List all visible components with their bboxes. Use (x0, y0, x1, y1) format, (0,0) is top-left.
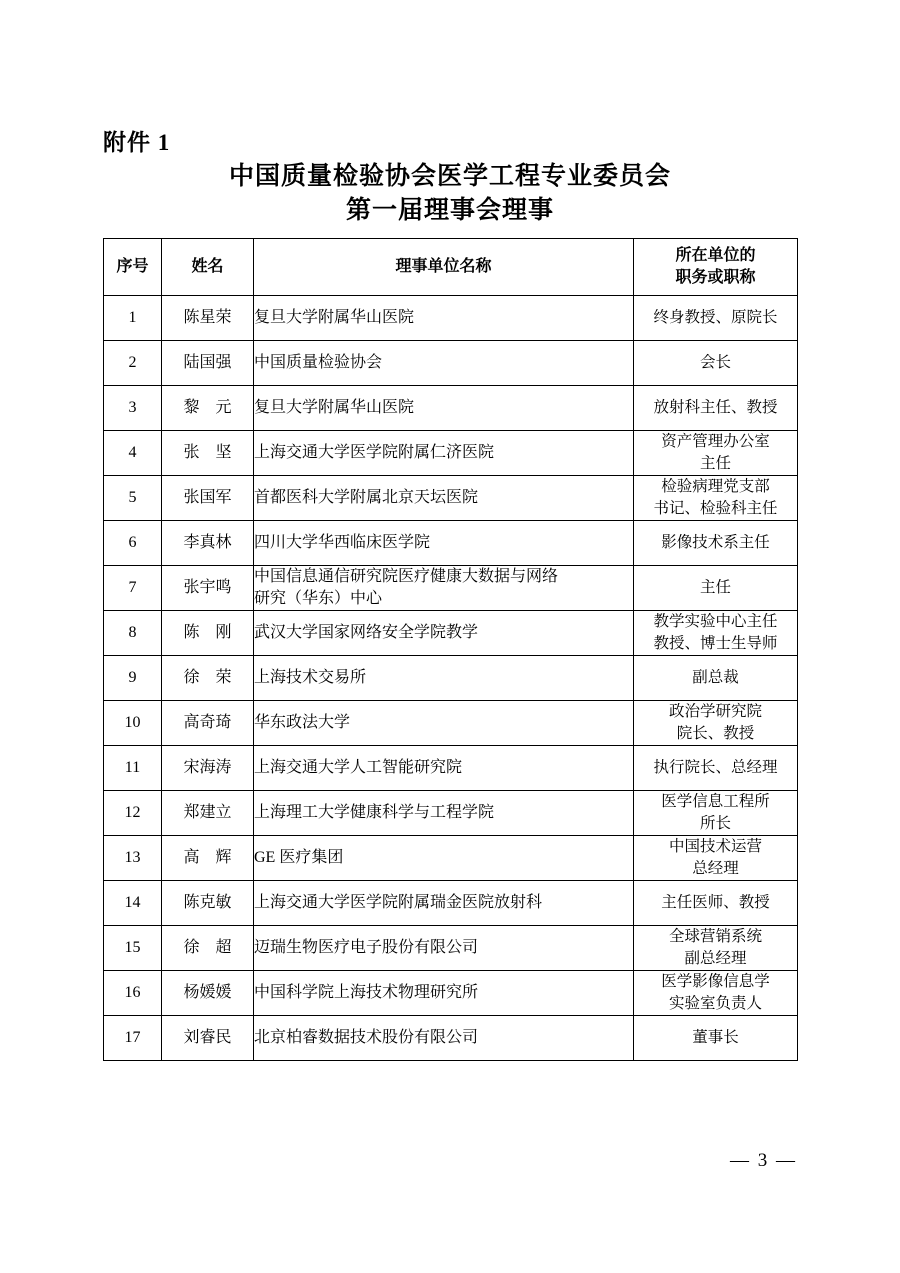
table-row (104, 656, 798, 701)
cell-name: 黎 元 (162, 386, 254, 431)
cell-seq: 3 (104, 386, 162, 431)
cell-seq: 8 (104, 611, 162, 656)
column-header-title-line2: 职务或职称 (675, 269, 756, 286)
cell-name: 徐 超 (162, 926, 254, 971)
cell-org: 中国质量检验协会 (254, 341, 634, 386)
cell-name: 宋海涛 (162, 746, 254, 791)
cell-title: 放射科主任、教授 (634, 386, 798, 431)
cell-name: 李真林 (162, 521, 254, 566)
cell-seq: 14 (104, 881, 162, 926)
cell-name: 陈星荣 (162, 296, 254, 341)
cell-name: 徐 荣 (162, 656, 254, 701)
cell-name: 张国军 (162, 476, 254, 521)
cell-org: 中国信息通信研究院医疗健康大数据与网络 研究（华东）中心 (254, 566, 634, 611)
cell-title: 医学影像信息学 实验室负责人 (634, 971, 798, 1016)
cell-name: 陆国强 (162, 341, 254, 386)
cell-org: 上海技术交易所 (254, 656, 634, 701)
cell-seq: 10 (104, 701, 162, 746)
cell-org: GE 医疗集团 (254, 836, 634, 881)
cell-name: 张宇鸣 (162, 566, 254, 611)
table-row (104, 746, 798, 791)
cell-title: 检验病理党支部 书记、检验科主任 (634, 476, 798, 521)
cell-name: 高奇琦 (162, 701, 254, 746)
cell-title: 执行院长、总经理 (634, 746, 798, 791)
cell-org: 上海理工大学健康科学与工程学院 (254, 791, 634, 836)
column-header-org: 理事单位名称 (254, 239, 634, 296)
cell-org: 华东政法大学 (254, 701, 634, 746)
cell-org: 复旦大学附属华山医院 (254, 296, 634, 341)
table-row (104, 341, 798, 386)
cell-seq: 15 (104, 926, 162, 971)
attachment-label: 附件 1 (103, 130, 171, 155)
cell-seq: 4 (104, 431, 162, 476)
cell-title: 教学实验中心主任 教授、博士生导师 (634, 611, 798, 656)
table-row (104, 476, 798, 521)
cell-org: 上海交通大学医学院附属仁济医院 (254, 431, 634, 476)
cell-org: 武汉大学国家网络安全学院教学 (254, 611, 634, 656)
cell-org: 上海交通大学人工智能研究院 (254, 746, 634, 791)
cell-org: 复旦大学附属华山医院 (254, 386, 634, 431)
cell-title: 副总裁 (634, 656, 798, 701)
directors-table (103, 238, 798, 1061)
column-header-seq: 序号 (104, 239, 162, 296)
cell-seq: 1 (104, 296, 162, 341)
table-row (104, 881, 798, 926)
cell-name: 杨媛媛 (162, 971, 254, 1016)
cell-title: 资产管理办公室 主任 (634, 431, 798, 476)
column-header-name: 姓名 (162, 239, 254, 296)
table-row (104, 296, 798, 341)
table-row (104, 926, 798, 971)
cell-title: 主任 (634, 566, 798, 611)
column-header-title (634, 239, 798, 296)
cell-name: 郑建立 (162, 791, 254, 836)
cell-title: 会长 (634, 341, 798, 386)
cell-title: 中国技术运营 总经理 (634, 836, 798, 881)
cell-seq: 2 (104, 341, 162, 386)
cell-title: 政治学研究院 院长、教授 (634, 701, 798, 746)
cell-org: 四川大学华西临床医学院 (254, 521, 634, 566)
table-row (104, 836, 798, 881)
table-row (104, 431, 798, 476)
cell-name: 刘睿民 (162, 1016, 254, 1061)
cell-seq: 16 (104, 971, 162, 1016)
cell-org: 上海交通大学医学院附属瑞金医院放射科 (254, 881, 634, 926)
column-header-title-line1: 所在单位的 (675, 247, 756, 264)
table-row (104, 701, 798, 746)
cell-seq: 12 (104, 791, 162, 836)
cell-seq: 9 (104, 656, 162, 701)
cell-org: 首都医科大学附属北京天坛医院 (254, 476, 634, 521)
cell-org: 迈瑞生物医疗电子股份有限公司 (254, 926, 634, 971)
table-header-row (104, 239, 798, 296)
cell-seq: 5 (104, 476, 162, 521)
cell-name: 张 坚 (162, 431, 254, 476)
cell-seq: 13 (104, 836, 162, 881)
cell-title: 医学信息工程所 所长 (634, 791, 798, 836)
page-title (103, 160, 797, 228)
cell-seq: 17 (104, 1016, 162, 1061)
cell-org: 中国科学院上海技术物理研究所 (254, 971, 634, 1016)
cell-seq: 6 (104, 521, 162, 566)
cell-name: 陈克敏 (162, 881, 254, 926)
table-body (104, 296, 798, 1061)
cell-seq: 7 (104, 566, 162, 611)
cell-title: 影像技术系主任 (634, 521, 798, 566)
table-row (104, 566, 798, 611)
cell-title: 主任医师、教授 (634, 881, 798, 926)
table-row (104, 521, 798, 566)
table-row (104, 611, 798, 656)
cell-seq: 11 (104, 746, 162, 791)
table-row (104, 791, 798, 836)
cell-title: 董事长 (634, 1016, 798, 1061)
table-row (104, 971, 798, 1016)
cell-org: 北京柏睿数据技术股份有限公司 (254, 1016, 634, 1061)
cell-title: 终身教授、原院长 (634, 296, 798, 341)
table-row (104, 1016, 798, 1061)
page-number: — 3 — (730, 1150, 797, 1171)
cell-title: 全球营销系统 副总经理 (634, 926, 798, 971)
table-row (104, 386, 798, 431)
cell-name: 陈 刚 (162, 611, 254, 656)
page-title-line1: 中国质量检验协会医学工程专业委员会 (228, 163, 671, 190)
cell-name: 高 辉 (162, 836, 254, 881)
page-title-line2: 第一届理事会理事 (345, 197, 554, 224)
